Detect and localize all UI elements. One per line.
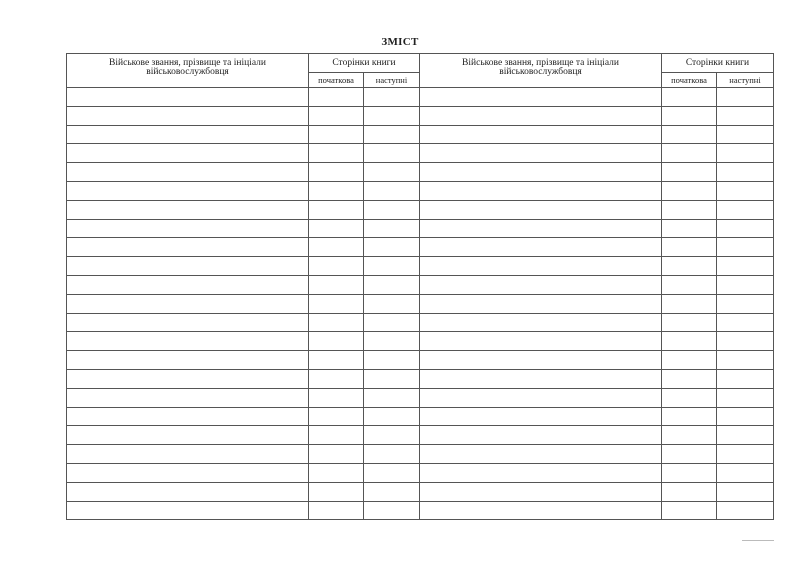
left-next-pages-cell [364,163,420,182]
right-next-pages-cell [717,275,774,294]
right-next-pages-cell [717,445,774,464]
left-next-pages-cell [364,144,420,163]
left-initial-page-cell [309,445,364,464]
right-name-cell [420,294,662,313]
table-row [67,181,774,200]
left-next-pages-cell [364,181,420,200]
table-row [67,88,774,107]
right-name-cell [420,219,662,238]
left-initial-page-cell [309,181,364,200]
left-initial-page-cell [309,407,364,426]
left-name-cell [67,501,309,520]
left-initial-page-header: початкова [309,73,364,88]
left-next-pages-cell [364,369,420,388]
left-next-pages-cell [364,200,420,219]
right-next-pages-cell [717,351,774,370]
left-initial-page-cell [309,200,364,219]
table-row [67,163,774,182]
left-next-pages-cell [364,275,420,294]
right-next-pages-cell [717,200,774,219]
left-initial-page-cell [309,426,364,445]
left-initial-page-cell [309,88,364,107]
left-initial-page-cell [309,219,364,238]
left-next-pages-cell [364,125,420,144]
right-initial-page-cell [662,238,717,257]
left-initial-page-cell [309,351,364,370]
left-next-pages-cell [364,257,420,276]
right-initial-page-cell [662,369,717,388]
table-row [67,257,774,276]
right-next-pages-cell [717,332,774,351]
left-initial-page-cell [309,238,364,257]
right-next-pages-cell [717,388,774,407]
table-row [67,445,774,464]
right-next-pages-header: наступні [717,73,774,88]
table-row [67,369,774,388]
left-next-pages-cell [364,88,420,107]
right-name-cell [420,144,662,163]
right-next-pages-cell [717,181,774,200]
right-name-cell [420,200,662,219]
left-name-cell [67,351,309,370]
table-row [67,388,774,407]
table-body [67,88,774,520]
left-name-cell [67,125,309,144]
table-row [67,463,774,482]
left-name-cell [67,463,309,482]
right-name-cell [420,275,662,294]
left-initial-page-cell [309,275,364,294]
right-initial-page-cell [662,181,717,200]
left-initial-page-cell [309,388,364,407]
right-name-cell [420,445,662,464]
left-name-cell [67,388,309,407]
right-name-cell [420,163,662,182]
left-next-pages-cell [364,238,420,257]
left-next-pages-cell [364,482,420,501]
table-row [67,426,774,445]
right-initial-page-cell [662,445,717,464]
left-name-cell [67,163,309,182]
footer-mark [742,540,774,541]
right-initial-page-cell [662,407,717,426]
right-next-pages-cell [717,369,774,388]
right-initial-page-cell [662,501,717,520]
left-name-cell [67,313,309,332]
right-initial-page-cell [662,106,717,125]
table-row [67,351,774,370]
right-name-cell [420,332,662,351]
left-name-cell [67,200,309,219]
right-next-pages-cell [717,144,774,163]
right-initial-page-cell [662,426,717,445]
right-initial-page-cell [662,482,717,501]
table-row [67,219,774,238]
right-initial-page-cell [662,332,717,351]
right-name-cell [420,88,662,107]
left-name-cell [67,369,309,388]
table-row [67,238,774,257]
right-name-cell [420,238,662,257]
table-row [67,313,774,332]
right-next-pages-cell [717,407,774,426]
left-name-cell [67,257,309,276]
right-next-pages-cell [717,501,774,520]
left-next-pages-header: наступні [364,73,420,88]
table-row [67,275,774,294]
table-row [67,200,774,219]
left-next-pages-cell [364,106,420,125]
left-name-cell [67,332,309,351]
left-initial-page-cell [309,369,364,388]
right-initial-page-cell [662,294,717,313]
page-title: ЗМІСТ [381,36,419,48]
left-name-cell [67,407,309,426]
right-initial-page-cell [662,125,717,144]
right-name-header: Військове звання, прізвище та ініціали військовослужбовця [420,54,662,88]
left-initial-page-cell [309,332,364,351]
left-name-cell [67,445,309,464]
left-initial-page-cell [309,106,364,125]
right-name-cell [420,482,662,501]
right-name-cell [420,388,662,407]
left-next-pages-cell [364,313,420,332]
right-initial-page-cell [662,463,717,482]
right-next-pages-cell [717,313,774,332]
left-name-cell [67,275,309,294]
left-initial-page-cell [309,313,364,332]
table-row [67,332,774,351]
table-row [67,125,774,144]
right-next-pages-cell [717,88,774,107]
left-name-cell [67,181,309,200]
right-initial-page-cell [662,351,717,370]
left-name-cell [67,482,309,501]
left-next-pages-cell [364,407,420,426]
left-next-pages-cell [364,351,420,370]
contents-table [66,53,774,520]
left-name-cell [67,88,309,107]
right-initial-page-cell [662,257,717,276]
right-next-pages-cell [717,257,774,276]
left-name-cell [67,294,309,313]
left-next-pages-cell [364,294,420,313]
right-next-pages-cell [717,482,774,501]
left-name-cell [67,426,309,445]
left-next-pages-cell [364,219,420,238]
left-initial-page-cell [309,482,364,501]
right-name-cell [420,181,662,200]
right-name-cell [420,501,662,520]
right-name-cell [420,257,662,276]
left-initial-page-cell [309,257,364,276]
left-name-cell [67,238,309,257]
right-next-pages-cell [717,238,774,257]
right-name-cell [420,125,662,144]
right-name-cell [420,407,662,426]
left-initial-page-cell [309,163,364,182]
right-initial-page-cell [662,275,717,294]
left-initial-page-cell [309,463,364,482]
left-name-cell [67,219,309,238]
table-row [67,407,774,426]
left-pages-header: Сторінки книги [309,54,420,73]
table-row [67,144,774,163]
right-initial-page-cell [662,313,717,332]
right-next-pages-cell [717,463,774,482]
right-initial-page-cell [662,200,717,219]
table-row [67,482,774,501]
right-name-cell [420,426,662,445]
right-name-cell [420,369,662,388]
right-initial-page-cell [662,388,717,407]
left-next-pages-cell [364,388,420,407]
left-next-pages-cell [364,332,420,351]
right-name-cell [420,313,662,332]
right-initial-page-cell [662,88,717,107]
right-next-pages-cell [717,163,774,182]
left-next-pages-cell [364,445,420,464]
right-name-cell [420,351,662,370]
right-next-pages-cell [717,426,774,445]
right-initial-page-cell [662,144,717,163]
table-row [67,501,774,520]
left-name-cell [67,106,309,125]
right-name-cell [420,463,662,482]
left-initial-page-cell [309,144,364,163]
right-initial-page-header: початкова [662,73,717,88]
left-next-pages-cell [364,463,420,482]
right-next-pages-cell [717,219,774,238]
right-next-pages-cell [717,125,774,144]
left-next-pages-cell [364,426,420,445]
left-initial-page-cell [309,501,364,520]
left-initial-page-cell [309,294,364,313]
left-initial-page-cell [309,125,364,144]
right-name-cell [420,106,662,125]
right-next-pages-cell [717,106,774,125]
table-row [67,294,774,313]
right-pages-header: Сторінки книги [662,54,774,73]
left-name-cell [67,144,309,163]
left-name-header: Військове звання, прізвище та ініціали військовослужбовця [67,54,309,88]
left-next-pages-cell [364,501,420,520]
right-next-pages-cell [717,294,774,313]
right-initial-page-cell [662,163,717,182]
table-row [67,106,774,125]
right-initial-page-cell [662,219,717,238]
